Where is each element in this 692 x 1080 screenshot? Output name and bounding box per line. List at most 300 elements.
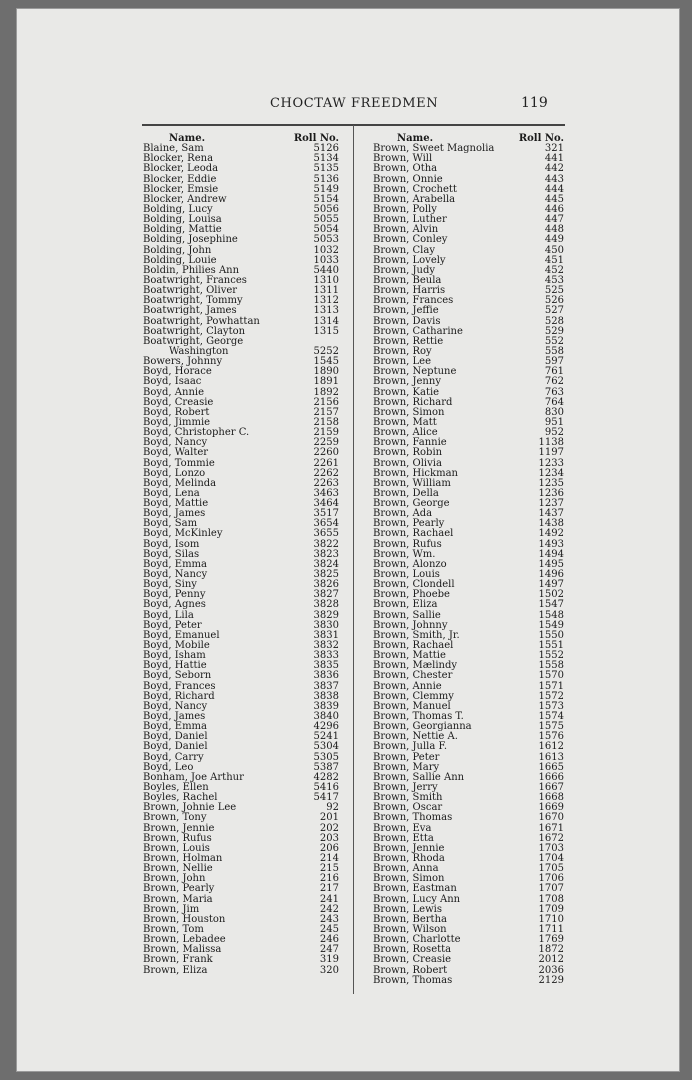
entry-roll-number: 246	[319, 934, 339, 946]
entry-roll-number: 1613	[538, 751, 564, 763]
entry-name: Brown, Hickman	[373, 467, 458, 479]
entry-roll-number: 444	[544, 183, 564, 195]
entry-name: Brown, Alvin	[373, 224, 439, 236]
entry-name: Bonham, Joe Arthur	[143, 771, 244, 783]
entry-roll-number: 4296	[313, 721, 339, 733]
roll-header: Roll No.	[293, 133, 339, 144]
entry-name: Brown, Simon	[373, 873, 445, 885]
entry-name: Brown, Will	[373, 153, 433, 165]
entry-name: Brown, Arabella	[373, 193, 456, 205]
entry-roll-number: 245	[319, 923, 339, 935]
entry-name: Brown, Thomas	[373, 974, 453, 986]
entry-roll-number: 319	[319, 954, 339, 966]
entry-roll-number: 3829	[313, 609, 339, 621]
entry-roll-number: 762	[544, 376, 564, 388]
entry-roll-number: 1668	[538, 792, 564, 804]
entry-roll-number: 3823	[313, 548, 339, 560]
entry-name: Brown, Rosetta	[373, 944, 452, 956]
entry-roll-number: 2159	[313, 427, 339, 439]
entry-name: Boyd, Isaac	[143, 376, 202, 388]
entry-name: Brown, Eliza	[373, 599, 438, 611]
entry-roll-number: 528	[544, 315, 564, 327]
entry-name: Brown, Jennie	[143, 822, 215, 834]
entry-roll-number: 3654	[313, 518, 339, 530]
entry-name: Blaine, Sam	[143, 143, 204, 155]
entry-roll-number: 1313	[313, 305, 339, 317]
entry-roll-number: 1573	[538, 700, 564, 712]
entry-roll-number: 1703	[538, 842, 564, 854]
entry-name: Boyd, Jimmie	[143, 416, 211, 428]
entry-name: Boyd, Daniel	[143, 731, 208, 743]
entry-name: Brown, Jerry	[373, 782, 438, 793]
entry-roll-number: 2129	[538, 974, 564, 986]
roll-entry	[143, 955, 339, 965]
entry-roll-number: 1769	[538, 934, 564, 946]
entry-name: Brown, Judy	[373, 264, 436, 276]
roll-entry	[373, 377, 564, 387]
entry-roll-number: 1310	[313, 274, 339, 286]
entry-name: Washington	[169, 345, 229, 357]
entry-roll-number: 5054	[313, 224, 339, 236]
entry-name: Boyd, Lena	[143, 487, 200, 499]
entry-roll-number: 1705	[538, 863, 564, 875]
entry-name: Brown, Fannie	[373, 437, 447, 449]
entry-roll-number: 1545	[313, 356, 339, 368]
entry-roll-number: 242	[319, 903, 339, 915]
entry-roll-number: 1494	[538, 548, 564, 560]
entry-name: Bolding, Louisa	[143, 214, 222, 226]
entry-name: Boyles, Rachel	[143, 792, 218, 804]
entry-name: Brown, Rachael	[373, 528, 454, 540]
entry-name: Brown, Nellie	[143, 863, 213, 875]
entry-name: Boyd, Hattie	[143, 660, 207, 672]
roll-entry	[373, 448, 564, 458]
entry-name: Brown, John	[143, 873, 206, 885]
entry-roll-number: 3825	[313, 569, 339, 581]
entry-name: Boyd, Emma	[143, 721, 208, 733]
entry-name: Brown, Lovely	[373, 254, 446, 266]
entry-name: Brown, Frances	[373, 295, 454, 307]
entry-roll-number: 1032	[313, 244, 339, 256]
entry-name: Brown, Lewis	[373, 903, 442, 915]
entry-roll-number: 1197	[538, 447, 564, 459]
entry-roll-number: 1502	[538, 589, 564, 601]
entry-name: Brown, Roy	[373, 345, 432, 357]
entry-name: Brown, Creasie	[373, 954, 452, 966]
entry-name: Brown, Anna	[373, 863, 439, 875]
entry-name: Brown, Mary	[373, 761, 440, 773]
entry-roll-number: 3831	[313, 629, 339, 641]
entry-roll-number: 1704	[538, 852, 564, 864]
entry-name: Brown, Mattie	[373, 650, 446, 662]
entry-name: Bowers, Johnny	[143, 356, 223, 368]
entry-roll-number: 3463	[313, 487, 339, 499]
entry-name: Brown, Richard	[373, 396, 453, 408]
entry-roll-number: 1672	[538, 832, 564, 844]
entry-roll-number: 448	[544, 224, 564, 236]
entry-name: Brown, Luther	[373, 214, 447, 226]
entry-name: Brown, Clemmy	[373, 690, 454, 702]
entry-roll-number: 3464	[313, 498, 339, 510]
entry-roll-number: 5136	[313, 173, 339, 185]
entry-roll-number: 206	[319, 842, 339, 854]
entry-name: Boyd, Melinda	[143, 477, 217, 489]
entry-roll-number: 5440	[313, 264, 339, 276]
entry-name: Brown, Sallie Ann	[373, 771, 465, 783]
entry-name: Blocker, Leoda	[143, 163, 219, 175]
entry-roll-number: 1234	[538, 467, 564, 479]
entry-roll-number: 215	[319, 863, 339, 875]
entry-name: Boldin, Philies Ann	[143, 264, 240, 276]
entry-roll-number: 1235	[538, 477, 564, 489]
entry-roll-number: 597	[544, 356, 564, 368]
entry-roll-number: 321	[544, 143, 564, 155]
entry-name: Bolding, Louie	[143, 254, 217, 266]
entry-name: Brown, Sallie	[373, 609, 441, 621]
entry-roll-number: 1707	[538, 883, 564, 895]
entry-name: Boyd, James	[143, 508, 206, 520]
entry-name: Brown, Onnie	[373, 173, 443, 185]
entry-name: Boatwright, George	[143, 335, 244, 347]
entry-roll-number: 1576	[538, 731, 564, 743]
entry-name: Brown, Jim	[143, 903, 200, 915]
entry-roll-number: 446	[544, 203, 564, 215]
entry-name: Brown, Lebadee	[143, 934, 226, 946]
entry-name: Brown, Crochett	[373, 183, 457, 195]
entry-roll-number: 5053	[313, 234, 339, 246]
entry-roll-number: 214	[319, 852, 339, 864]
entry-roll-number: 552	[544, 335, 564, 347]
entry-name: Boyd, Agnes	[143, 599, 206, 611]
entry-roll-number: 526	[544, 295, 564, 307]
entry-roll-number: 216	[319, 873, 339, 885]
roll-entry	[143, 448, 339, 458]
page-title: CHOCTAW FREEDMEN	[270, 96, 439, 111]
entry-roll-number: 3839	[313, 700, 339, 712]
entry-name: Boyd, Lonzo	[143, 467, 206, 479]
entry-name: Boyd, Lila	[143, 609, 194, 621]
right-entries	[373, 144, 564, 986]
entry-name: Brown, Neptune	[373, 366, 457, 378]
entry-name: Brown, Etta	[373, 832, 434, 844]
entry-name: Brown, Alonzo	[373, 558, 447, 570]
entry-roll-number: 3832	[313, 640, 339, 652]
entry-roll-number: 3840	[313, 711, 339, 723]
entry-roll-number: 1669	[538, 802, 564, 814]
entry-roll-number: 453	[544, 274, 564, 286]
entry-name: Boyd, Isom	[143, 538, 200, 550]
entry-name: Boyd, Frances	[143, 680, 216, 692]
entry-name: Boyd, Emma	[143, 558, 208, 570]
entry-roll-number: 5304	[313, 741, 339, 753]
entry-roll-number: 320	[319, 964, 339, 976]
entry-name: Brown, Mælindy	[373, 660, 458, 672]
entry-roll-number: 1575	[538, 721, 564, 733]
entry-roll-number: 5416	[313, 782, 339, 793]
entry-name: Boyd, Horace	[143, 366, 212, 378]
entry-name: Boyd, Penny	[143, 589, 206, 601]
entry-name: Boatwright, James	[143, 305, 237, 317]
entry-roll-number: 1548	[538, 609, 564, 621]
document-page	[16, 8, 680, 1072]
entry-roll-number: 1711	[538, 923, 564, 935]
entry-roll-number: 241	[319, 893, 339, 905]
entry-name: Boyd, Mattie	[143, 498, 209, 510]
entry-name: Blocker, Emsie	[143, 183, 219, 195]
entry-roll-number: 1670	[538, 812, 564, 824]
entry-name: Boyd, Walter	[143, 447, 209, 459]
entry-name: Boyd, Creasie	[143, 396, 214, 408]
roll-entry	[373, 976, 564, 986]
entry-name: Brown, Phoebe	[373, 589, 450, 601]
entry-roll-number: 1312	[313, 295, 339, 307]
entry-name: Boyd, Peter	[143, 619, 202, 631]
entry-roll-number: 1311	[313, 285, 339, 297]
entry-name: Brown, Georgianna	[373, 721, 472, 733]
entry-name: Brown, Jennie	[373, 842, 445, 854]
entry-roll-number: 1612	[538, 741, 564, 753]
entry-roll-number: 830	[544, 406, 564, 418]
entry-roll-number: 3822	[313, 538, 339, 550]
entry-roll-number: 3838	[313, 690, 339, 702]
entry-name: Brown, Julla F.	[373, 741, 448, 753]
entry-name: Boyd, Nancy	[143, 700, 208, 712]
entry-name: Blocker, Rena	[143, 153, 214, 165]
entry-name: Brown, Oscar	[373, 802, 443, 814]
entry-roll-number: 2260	[313, 447, 339, 459]
entry-roll-number: 1665	[538, 761, 564, 773]
entry-roll-number: 201	[319, 812, 339, 824]
entry-name: Brown, Catharine	[373, 325, 463, 337]
entry-name: Boatwright, Tommy	[143, 295, 243, 307]
entry-name: Brown, Manuel	[373, 700, 451, 712]
entry-roll-number: 1708	[538, 893, 564, 905]
entry-roll-number: 1558	[538, 660, 564, 672]
roll-header: Roll No.	[518, 133, 564, 144]
entry-roll-number: 3655	[313, 528, 339, 540]
roll-entry	[373, 306, 564, 316]
entry-roll-number: 1314	[313, 315, 339, 327]
entry-roll-number: 3837	[313, 680, 339, 692]
entry-roll-number: 1552	[538, 650, 564, 662]
entry-roll-number: 1315	[313, 325, 339, 337]
entry-roll-number: 3517	[313, 508, 339, 520]
entry-name: Brown, Maria	[143, 893, 213, 905]
left-column	[143, 134, 339, 976]
roll-entry	[373, 955, 564, 965]
entry-roll-number: 1666	[538, 771, 564, 783]
entry-name: Brown, Lucy Ann	[373, 893, 461, 905]
entry-roll-number: 3826	[313, 579, 339, 591]
entry-roll-number: 447	[544, 214, 564, 226]
entry-name: Brown, Robin	[373, 447, 443, 459]
entry-roll-number: 247	[319, 944, 339, 956]
entry-roll-number: 442	[544, 163, 564, 175]
entry-name: Boyd, Annie	[143, 386, 204, 398]
entry-name: Boatwright, Frances	[143, 274, 247, 286]
entry-roll-number: 1495	[538, 558, 564, 570]
entry-name: Brown, Otha	[373, 163, 438, 175]
entry-roll-number: 203	[319, 832, 339, 844]
entry-roll-number: 1890	[313, 366, 339, 378]
page-header	[17, 96, 679, 114]
entry-roll-number: 1492	[538, 528, 564, 540]
entry-roll-number: 217	[319, 883, 339, 895]
entry-name: Brown, Conley	[373, 234, 448, 246]
entry-roll-number: 4282	[313, 771, 339, 783]
entry-name: Brown, Eva	[373, 822, 432, 834]
entry-roll-number: 5126	[313, 143, 339, 155]
entry-name: Boyd, Seborn	[143, 670, 212, 682]
entry-roll-number: 2263	[313, 477, 339, 489]
entry-name: Brown, Robert	[373, 964, 448, 976]
entry-name: Boyd, Leo	[143, 761, 194, 773]
entry-roll-number: 3827	[313, 589, 339, 601]
entry-roll-number: 5055	[313, 214, 339, 226]
entry-name: Brown, Houston	[143, 913, 226, 925]
entry-name: Boyles, Ellen	[143, 782, 209, 793]
roll-entry	[143, 377, 339, 387]
entry-name: Brown, Davis	[373, 315, 441, 327]
entry-roll-number: 2156	[313, 396, 339, 408]
entry-name: Brown, Wilson	[373, 923, 447, 935]
entry-roll-number: 1233	[538, 457, 564, 469]
entry-roll-number: 764	[544, 396, 564, 408]
entry-name: Brown, Lee	[373, 356, 431, 368]
entry-roll-number: 525	[544, 285, 564, 297]
entry-name: Brown, Thomas T.	[373, 711, 464, 723]
entry-name: Brown, Johnny	[373, 619, 448, 631]
entry-roll-number: 5305	[313, 751, 339, 763]
entry-roll-number: 1572	[538, 690, 564, 702]
entry-name: Boyd, Nancy	[143, 569, 208, 581]
entry-roll-number: 1709	[538, 903, 564, 915]
entry-roll-number: 1667	[538, 782, 564, 793]
entry-roll-number: 1033	[313, 254, 339, 266]
entry-name: Brown, Eliza	[143, 964, 208, 976]
entry-roll-number: 2157	[313, 406, 339, 418]
entry-roll-number: 5241	[313, 731, 339, 743]
entry-name: Boyd, Siny	[143, 579, 197, 591]
entry-name: Boyd, Tommie	[143, 457, 215, 469]
entry-name: Brown, Chester	[373, 670, 453, 682]
entry-roll-number: 1138	[538, 437, 564, 449]
entry-name: Brown, Smith	[373, 792, 443, 804]
entry-roll-number: 951	[544, 416, 564, 428]
roll-entry	[143, 966, 339, 976]
entry-name: Brown, Peter	[373, 751, 440, 763]
entry-roll-number: 558	[544, 345, 564, 357]
entry-name: Bolding, Lucy	[143, 203, 213, 215]
entry-name: Boyd, Christopher C.	[143, 427, 250, 439]
entry-roll-number: 1706	[538, 873, 564, 885]
entry-name: Bolding, John	[143, 244, 212, 256]
entry-roll-number: 1551	[538, 640, 564, 652]
entry-name: Brown, Alice	[373, 427, 438, 439]
entry-roll-number: 1671	[538, 822, 564, 834]
entry-name: Brown, Thomas	[373, 812, 453, 824]
entry-name: Boyd, Emanuel	[143, 629, 220, 641]
entry-name: Brown, Clay	[373, 244, 435, 256]
entry-name: Brown, Tony	[143, 812, 207, 824]
entry-roll-number: 2158	[313, 416, 339, 428]
entry-roll-number: 5252	[313, 345, 339, 357]
entry-name: Brown, Rettie	[373, 335, 444, 347]
entry-roll-number: 1710	[538, 913, 564, 925]
entry-name: Brown, Pearly	[143, 883, 215, 895]
entry-name: Boyd, Daniel	[143, 741, 208, 753]
entry-name: Boyd, James	[143, 711, 206, 723]
entry-name: Brown, William	[373, 477, 451, 489]
entry-name: Bolding, Mattie	[143, 224, 222, 236]
entry-name: Brown, Della	[373, 487, 439, 499]
entry-name: Brown, Rufus	[373, 538, 442, 550]
entry-roll-number: 527	[544, 305, 564, 317]
entry-roll-number: 5154	[313, 193, 339, 205]
entry-roll-number: 449	[544, 234, 564, 246]
entry-name: Boatwright, Powhattan	[143, 315, 260, 327]
entry-roll-number: 202	[319, 822, 339, 834]
entry-roll-number: 952	[544, 427, 564, 439]
entry-roll-number: 5135	[313, 163, 339, 175]
column-divider	[353, 125, 354, 994]
entry-roll-number: 441	[544, 153, 564, 165]
entry-name: Brown, Johnie Lee	[143, 802, 237, 814]
entry-name: Boyd, Nancy	[143, 437, 208, 449]
entry-roll-number: 3830	[313, 619, 339, 631]
name-header: Name.	[169, 133, 206, 144]
entry-roll-number: 1571	[538, 680, 564, 692]
entry-roll-number: 5056	[313, 203, 339, 215]
entry-roll-number: 452	[544, 264, 564, 276]
entry-name: Brown, Simon	[373, 406, 445, 418]
entry-roll-number: 1570	[538, 670, 564, 682]
entry-roll-number: 529	[544, 325, 564, 337]
entry-name: Brown, Annie	[373, 680, 442, 692]
entry-name: Brown, Jeffie	[373, 305, 439, 317]
entry-name: Brown, Beula	[373, 274, 442, 286]
name-header: Name.	[397, 133, 434, 144]
entry-name: Brown, George	[373, 498, 450, 510]
entry-roll-number: 763	[544, 386, 564, 398]
entry-name: Brown, Harris	[373, 285, 446, 297]
entry-roll-number: 1237	[538, 498, 564, 510]
entry-name: Brown, Clondell	[373, 579, 455, 591]
entry-name: Brown, Louis	[373, 569, 440, 581]
entry-roll-number: 451	[544, 254, 564, 266]
entry-roll-number: 5387	[313, 761, 339, 773]
entry-roll-number: 445	[544, 193, 564, 205]
entry-roll-number: 3824	[313, 558, 339, 570]
page-number: 119	[521, 95, 548, 111]
entry-name: Blocker, Andrew	[143, 193, 227, 205]
entry-name: Brown, Polly	[373, 203, 437, 215]
entry-roll-number: 2259	[313, 437, 339, 449]
entry-roll-number: 1236	[538, 487, 564, 499]
entry-name: Bolding, Josephine	[143, 234, 238, 246]
entry-roll-number: 3833	[313, 650, 339, 662]
entry-name: Brown, Rachael	[373, 640, 454, 652]
entry-name: Brown, Rhoda	[373, 852, 445, 864]
entry-name: Blocker, Eddie	[143, 173, 217, 185]
entry-name: Boyd, Richard	[143, 690, 215, 702]
entry-name: Boyd, Silas	[143, 548, 200, 560]
entry-roll-number: 1437	[538, 508, 564, 520]
entry-name: Boyd, Robert	[143, 406, 210, 418]
right-column	[373, 134, 564, 986]
entry-name: Brown, Smith, Jr.	[373, 629, 460, 641]
entry-name: Boyd, Sam	[143, 518, 198, 530]
